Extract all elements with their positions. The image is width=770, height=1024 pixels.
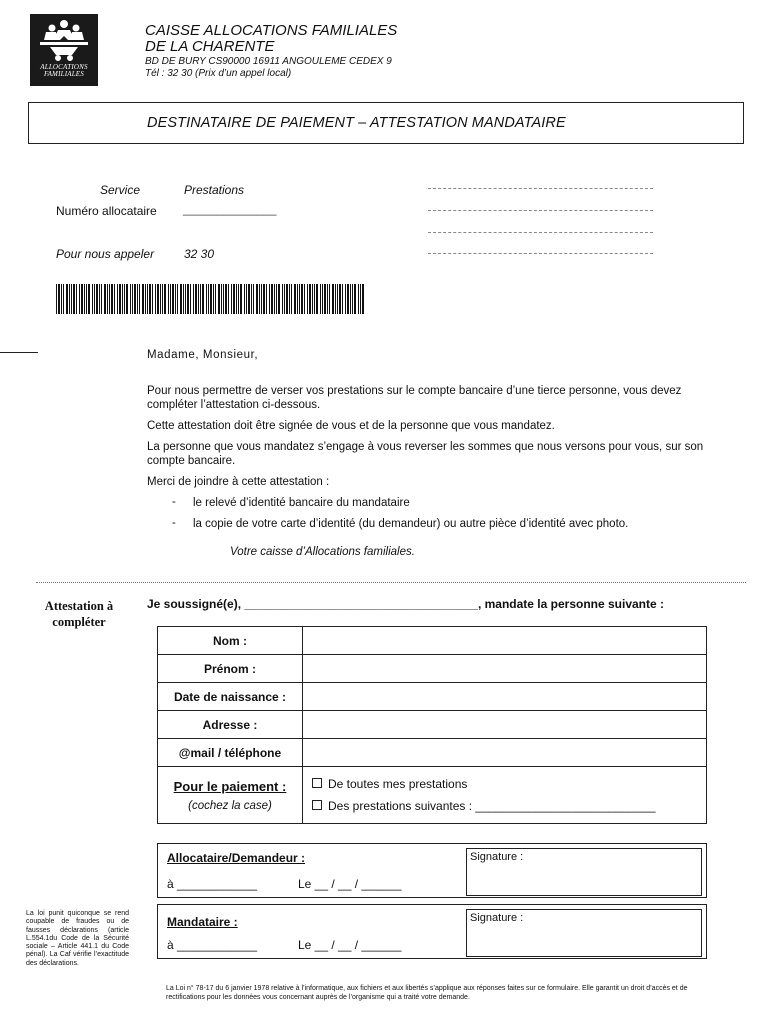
caf-logo — [30, 14, 98, 86]
logo-text-line2: FAMILIALES — [44, 70, 84, 78]
table-row — [158, 683, 707, 711]
field-input-contact[interactable] — [303, 739, 707, 767]
appel-value: 32 30 — [184, 247, 215, 261]
field-label-contact: @mail / téléphone — [158, 739, 303, 767]
table-row — [158, 711, 707, 739]
mandataire-signature-area[interactable] — [466, 909, 702, 957]
payment-hint: (cochez la case) — [188, 799, 272, 812]
fold-mark — [0, 352, 38, 353]
payment-option-all[interactable] — [312, 773, 706, 795]
allocataire-box — [157, 843, 707, 898]
payment-label-cell — [158, 767, 303, 824]
table-row — [158, 767, 707, 824]
mandataire-label: Mandataire : — [167, 915, 238, 929]
allocataire-signature-area[interactable] — [466, 848, 702, 896]
table-row — [158, 739, 707, 767]
paragraph-3: La personne que vous mandatez s’engage à vous reverser les sommes que nous versons pour vous, sur son compte bancaire. — [147, 441, 704, 467]
numero-value: ______________ — [183, 202, 277, 216]
cut-line — [36, 582, 746, 583]
address-line — [428, 210, 653, 211]
allocataire-date: Le __ / __ / ______ — [298, 877, 402, 891]
payment-options-cell — [303, 767, 707, 824]
bullet-item: le relevé d’identité bancaire du mandataire — [193, 497, 410, 509]
field-input-nom[interactable] — [303, 627, 707, 655]
address-line — [428, 188, 653, 189]
bullet-marker: - — [172, 517, 176, 529]
signature-label: Signature : — [470, 912, 524, 924]
field-input-prenom[interactable] — [303, 655, 707, 683]
bullet-item: la copie de votre carte d’identité (du demandeur) ou autre pièce d’identité avec photo. — [193, 518, 629, 530]
numero-label: Numéro allocataire — [56, 204, 157, 218]
paragraph-1: Pour nous permettre de verser vos prestations sur le compte bancaire d’une tierce personne, vous devez compléter l’attestation ci-dessous. — [147, 385, 682, 411]
payment-option-all-label: De toutes mes prestations — [328, 777, 468, 791]
address-line — [428, 253, 653, 254]
signature-label: Signature : — [470, 851, 524, 863]
field-label-prenom: Prénom : — [158, 655, 303, 683]
mandataire-box — [157, 904, 707, 959]
service-value: Prestations — [184, 183, 245, 197]
attestation-label-line2: compléter — [52, 615, 106, 629]
family-emblem-icon — [36, 18, 92, 64]
checkbox-icon[interactable] — [312, 778, 322, 788]
address-line — [428, 232, 653, 233]
org-address: BD DE BURY CS90000 16911 ANGOULEME CEDEX 9 — [145, 56, 392, 67]
field-label-nom: Nom : — [158, 627, 303, 655]
barcode — [56, 284, 366, 314]
checkbox-icon[interactable] — [312, 800, 322, 810]
org-name-line1: CAISSE ALLOCATIONS FAMILIALES — [145, 22, 398, 39]
legal-footer: La Loi n° 78-17 du 6 janvier 1978 relative à l’informatique, aux fichiers et aux libertés s’applique aux réponses faites sur ce formulaire. Elle garantit un droit d’accès et de rectifications pour les données vous concernant auprès de l’organisme qui a traité votre demande. — [166, 985, 688, 1001]
mandataire-place: à ____________ — [167, 938, 258, 952]
payment-label: Pour le paiement : — [173, 778, 287, 794]
allocataire-label: Allocataire/Demandeur : — [167, 851, 306, 865]
org-phone: Tél : 32 30 (Prix d’un appel local) — [145, 68, 292, 79]
mandataire-date: Le __ / __ / ______ — [298, 938, 402, 952]
field-input-naissance[interactable] — [303, 683, 707, 711]
payment-option-some[interactable] — [312, 795, 706, 817]
org-name-line2: DE LA CHARENTE — [145, 38, 275, 55]
closing: Votre caisse d’Allocations familiales. — [230, 546, 415, 558]
table-row — [158, 627, 707, 655]
fraud-warning: La loi punit quiconque se rend coupable de fraudes ou de fausses déclarations (article L.554.1du Code de la Sécurité sociale – Article 441.1 du Code pénal). La Caf vérifie l’exactitude des déclarations. — [26, 910, 129, 967]
payment-option-some-label: Des prestations suivantes : ___________________________ — [328, 799, 656, 813]
logo-text-line1: ALLOCATIONS — [40, 63, 88, 71]
attestation-label-line1: Attestation à — [44, 599, 114, 613]
attestation-side-label — [28, 598, 130, 630]
mandataire-table — [157, 626, 707, 824]
field-label-naissance: Date de naissance : — [158, 683, 303, 711]
paragraph-4: Merci de joindre à cette attestation : — [147, 476, 330, 488]
salutation: Madame, Monsieur, — [147, 349, 259, 361]
table-row — [158, 655, 707, 683]
bullet-marker: - — [172, 496, 176, 508]
document-title: DESTINATAIRE DE PAIEMENT – ATTESTATION MANDATAIRE — [28, 102, 744, 144]
soussigne-line: Je soussigné(e), ___________________________________, mandate la personne suivante : — [147, 597, 665, 611]
field-input-adresse[interactable] — [303, 711, 707, 739]
field-label-adresse: Adresse : — [158, 711, 303, 739]
service-label: Service — [100, 183, 141, 197]
allocataire-place: à ____________ — [167, 877, 258, 891]
appel-label: Pour nous appeler — [56, 247, 155, 261]
paragraph-2: Cette attestation doit être signée de vous et de la personne que vous mandatez. — [147, 420, 555, 432]
